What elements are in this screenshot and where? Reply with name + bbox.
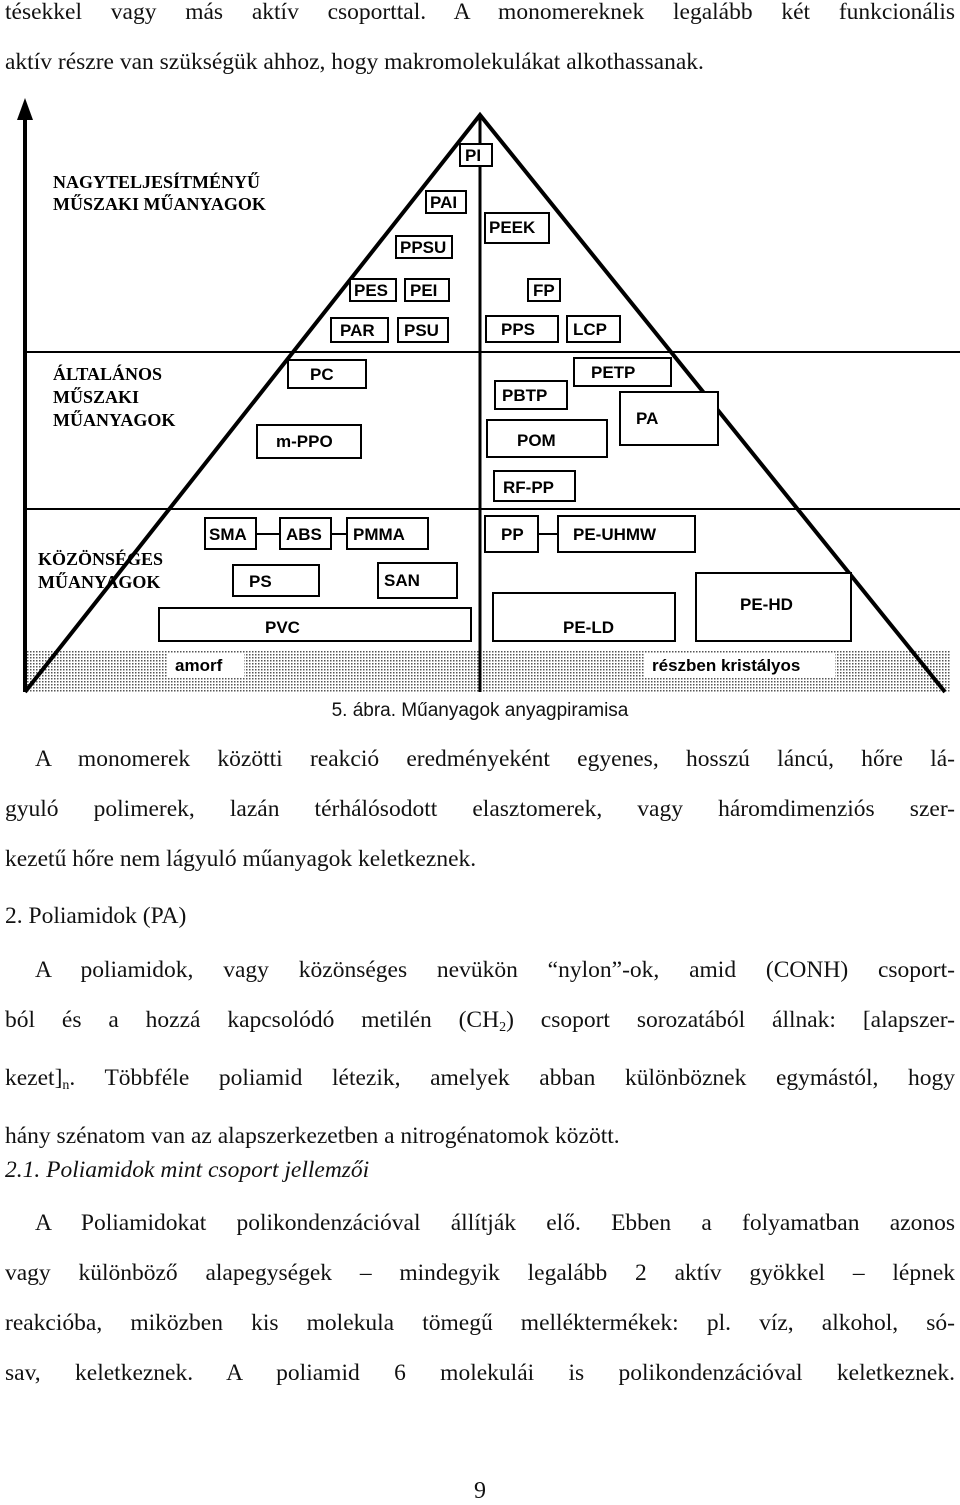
plastics-pyramid-figure bbox=[0, 95, 960, 695]
material-box-ppsu bbox=[396, 236, 452, 258]
svg-text:PBTP: PBTP bbox=[502, 386, 548, 405]
svg-text:PSU: PSU bbox=[404, 321, 439, 340]
svg-text:RF-PP: RF-PP bbox=[503, 478, 554, 497]
svg-text:PI: PI bbox=[465, 146, 482, 165]
svg-text:SMA: SMA bbox=[209, 525, 247, 544]
paragraph-3-line-3: reakcióba, miközben kis molekula tömegű melléktermékek: pl. víz, alkohol, só- bbox=[5, 1310, 955, 1336]
material-box-sma bbox=[205, 518, 256, 549]
svg-text:PAR: PAR bbox=[340, 321, 375, 340]
base-label-amorphous: amorf bbox=[175, 656, 223, 675]
svg-text:PVC: PVC bbox=[265, 618, 300, 637]
paragraph-2 bbox=[5, 945, 955, 1161]
material-box-pei bbox=[405, 279, 449, 301]
material-box-pa bbox=[620, 392, 718, 445]
svg-text:PETP: PETP bbox=[591, 363, 636, 382]
material-box-peek bbox=[485, 213, 549, 243]
material-box-ps bbox=[233, 565, 319, 596]
paragraph-3-line-1: A Poliamidokat polikondenzációval állítják elő. Ebben a folyamatban azonos bbox=[35, 1210, 955, 1236]
material-box-pc bbox=[288, 360, 366, 388]
paragraph-2-line-2: ból és a hozzá kapcsolódó metilén $(CH_2)$ csoport sorozatából állnak: [alapszer- bbox=[5, 1007, 955, 1035]
material-box-petp bbox=[574, 358, 671, 386]
material-box-pom bbox=[487, 420, 607, 457]
page-number: 9 bbox=[474, 1478, 486, 1504]
category-common-line2: MŰANYAGOK bbox=[38, 572, 161, 592]
paragraph-2-line-1: A poliamidok, vagy közönséges nevükön “nylon”-ok, amid (CONH) csoport- bbox=[35, 957, 955, 983]
paragraph-1-line-3: kezetű hőre nem lágyuló műanyagok keletkeznek. bbox=[5, 846, 477, 872]
material-box-abs bbox=[280, 518, 331, 549]
svg-text:PS: PS bbox=[249, 572, 272, 591]
svg-text:POM: POM bbox=[517, 431, 556, 450]
svg-text:m-PPO: m-PPO bbox=[276, 432, 333, 451]
material-box-pi bbox=[460, 144, 492, 166]
material-box-psu bbox=[398, 318, 448, 342]
material-box-m-ppo bbox=[257, 425, 361, 458]
svg-text:PC: PC bbox=[310, 365, 334, 384]
base-label-semi-crystalline: részben kristályos bbox=[652, 656, 801, 675]
paragraph-1-line-2: gyuló polimerek, lazán térhálósodott elasztomerek, vagy háromdimenziós szer- bbox=[5, 796, 955, 822]
paragraph-3-line-2: vagy különböző alapegységek – mindegyik legalább 2 aktív gyökkel – lépnek bbox=[5, 1260, 955, 1286]
svg-text:PPSU: PPSU bbox=[400, 238, 447, 257]
material-box-pe-ld bbox=[493, 593, 675, 641]
svg-text:PEI: PEI bbox=[410, 281, 438, 300]
material-box-lcp bbox=[567, 316, 620, 342]
intro-paragraph bbox=[5, 0, 955, 87]
category-common-line1: KÖZÖNSÉGES bbox=[38, 549, 164, 569]
svg-text:FP: FP bbox=[533, 281, 555, 300]
svg-text:PEEK: PEEK bbox=[489, 218, 536, 237]
material-box-fp bbox=[528, 279, 560, 301]
category-general-line2: MŰSZAKI bbox=[53, 387, 140, 407]
svg-text:PAI: PAI bbox=[430, 193, 458, 212]
section-2-heading: 2. Poliamidok (PA) bbox=[5, 903, 187, 929]
paragraph-1 bbox=[5, 734, 955, 884]
svg-text:SAN: SAN bbox=[384, 571, 420, 590]
intro-line-2: aktív részre van szükségük ahhoz, hogy makromolekulákat alkothassanak. bbox=[5, 49, 704, 75]
material-box-pmma bbox=[347, 518, 428, 549]
paragraph-2-line-3: $kezet]_n$. Többféle poliamid létezik, amelyek abban különböznek egymástól, hogy bbox=[5, 1065, 955, 1093]
svg-text:PA: PA bbox=[636, 409, 659, 428]
svg-text:PES: PES bbox=[354, 281, 389, 300]
axis-arrow-icon bbox=[17, 98, 33, 120]
material-box-san bbox=[378, 563, 457, 598]
paragraph-3-line-4: sav, keletkeznek. A poliamid 6 molekulái is polikondenzációval keletkeznek. bbox=[5, 1360, 955, 1386]
svg-text:PE-UHMW: PE-UHMW bbox=[573, 525, 657, 544]
category-general-line1: ÁLTALÁNOS bbox=[53, 364, 163, 384]
intro-line-1: tésekkel vagy más aktív csoporttal. A monomereknek legalább két funkcionális bbox=[5, 0, 955, 25]
material-box-pbtp bbox=[495, 381, 567, 409]
svg-text:LCP: LCP bbox=[573, 320, 607, 339]
svg-text:PE-HD: PE-HD bbox=[740, 595, 793, 614]
category-high-performance-line2: MŰSZAKI MŰANYAGOK bbox=[53, 194, 266, 214]
material-box-pe-hd bbox=[696, 573, 851, 641]
paragraph-2-line-4: hány szénatom van az alapszerkezetben a nitrogénatomok között. bbox=[5, 1123, 620, 1149]
material-box-pps bbox=[486, 316, 558, 342]
material-box-pvc bbox=[159, 608, 471, 641]
paragraph-3 bbox=[5, 1198, 955, 1398]
material-box-pp bbox=[485, 516, 538, 552]
svg-text:PMMA: PMMA bbox=[353, 525, 405, 544]
svg-text:PE-LD: PE-LD bbox=[563, 618, 614, 637]
material-box-pe-uhmw bbox=[558, 516, 695, 552]
svg-text:ABS: ABS bbox=[286, 525, 322, 544]
svg-text:PPS: PPS bbox=[501, 320, 536, 339]
material-box-rf-pp bbox=[494, 471, 575, 501]
category-high-performance-line1: NAGYTELJESÍTMÉNYŰ bbox=[53, 172, 261, 192]
figure-caption: 5. ábra. Műanyagok anyagpiramisa bbox=[331, 700, 629, 721]
paragraph-1-line-1: A monomerek közötti reakció eredményeként egyenes, hosszú láncú, hőre lá- bbox=[35, 746, 955, 772]
material-box-pai bbox=[426, 191, 466, 213]
material-box-par bbox=[331, 318, 388, 342]
category-general-line3: MŰANYAGOK bbox=[53, 410, 176, 430]
svg-text:PP: PP bbox=[501, 525, 524, 544]
section-2-1-heading: 2.1. Poliamidok mint csoport jellemzői bbox=[5, 1157, 370, 1183]
material-box-pes bbox=[350, 279, 396, 301]
